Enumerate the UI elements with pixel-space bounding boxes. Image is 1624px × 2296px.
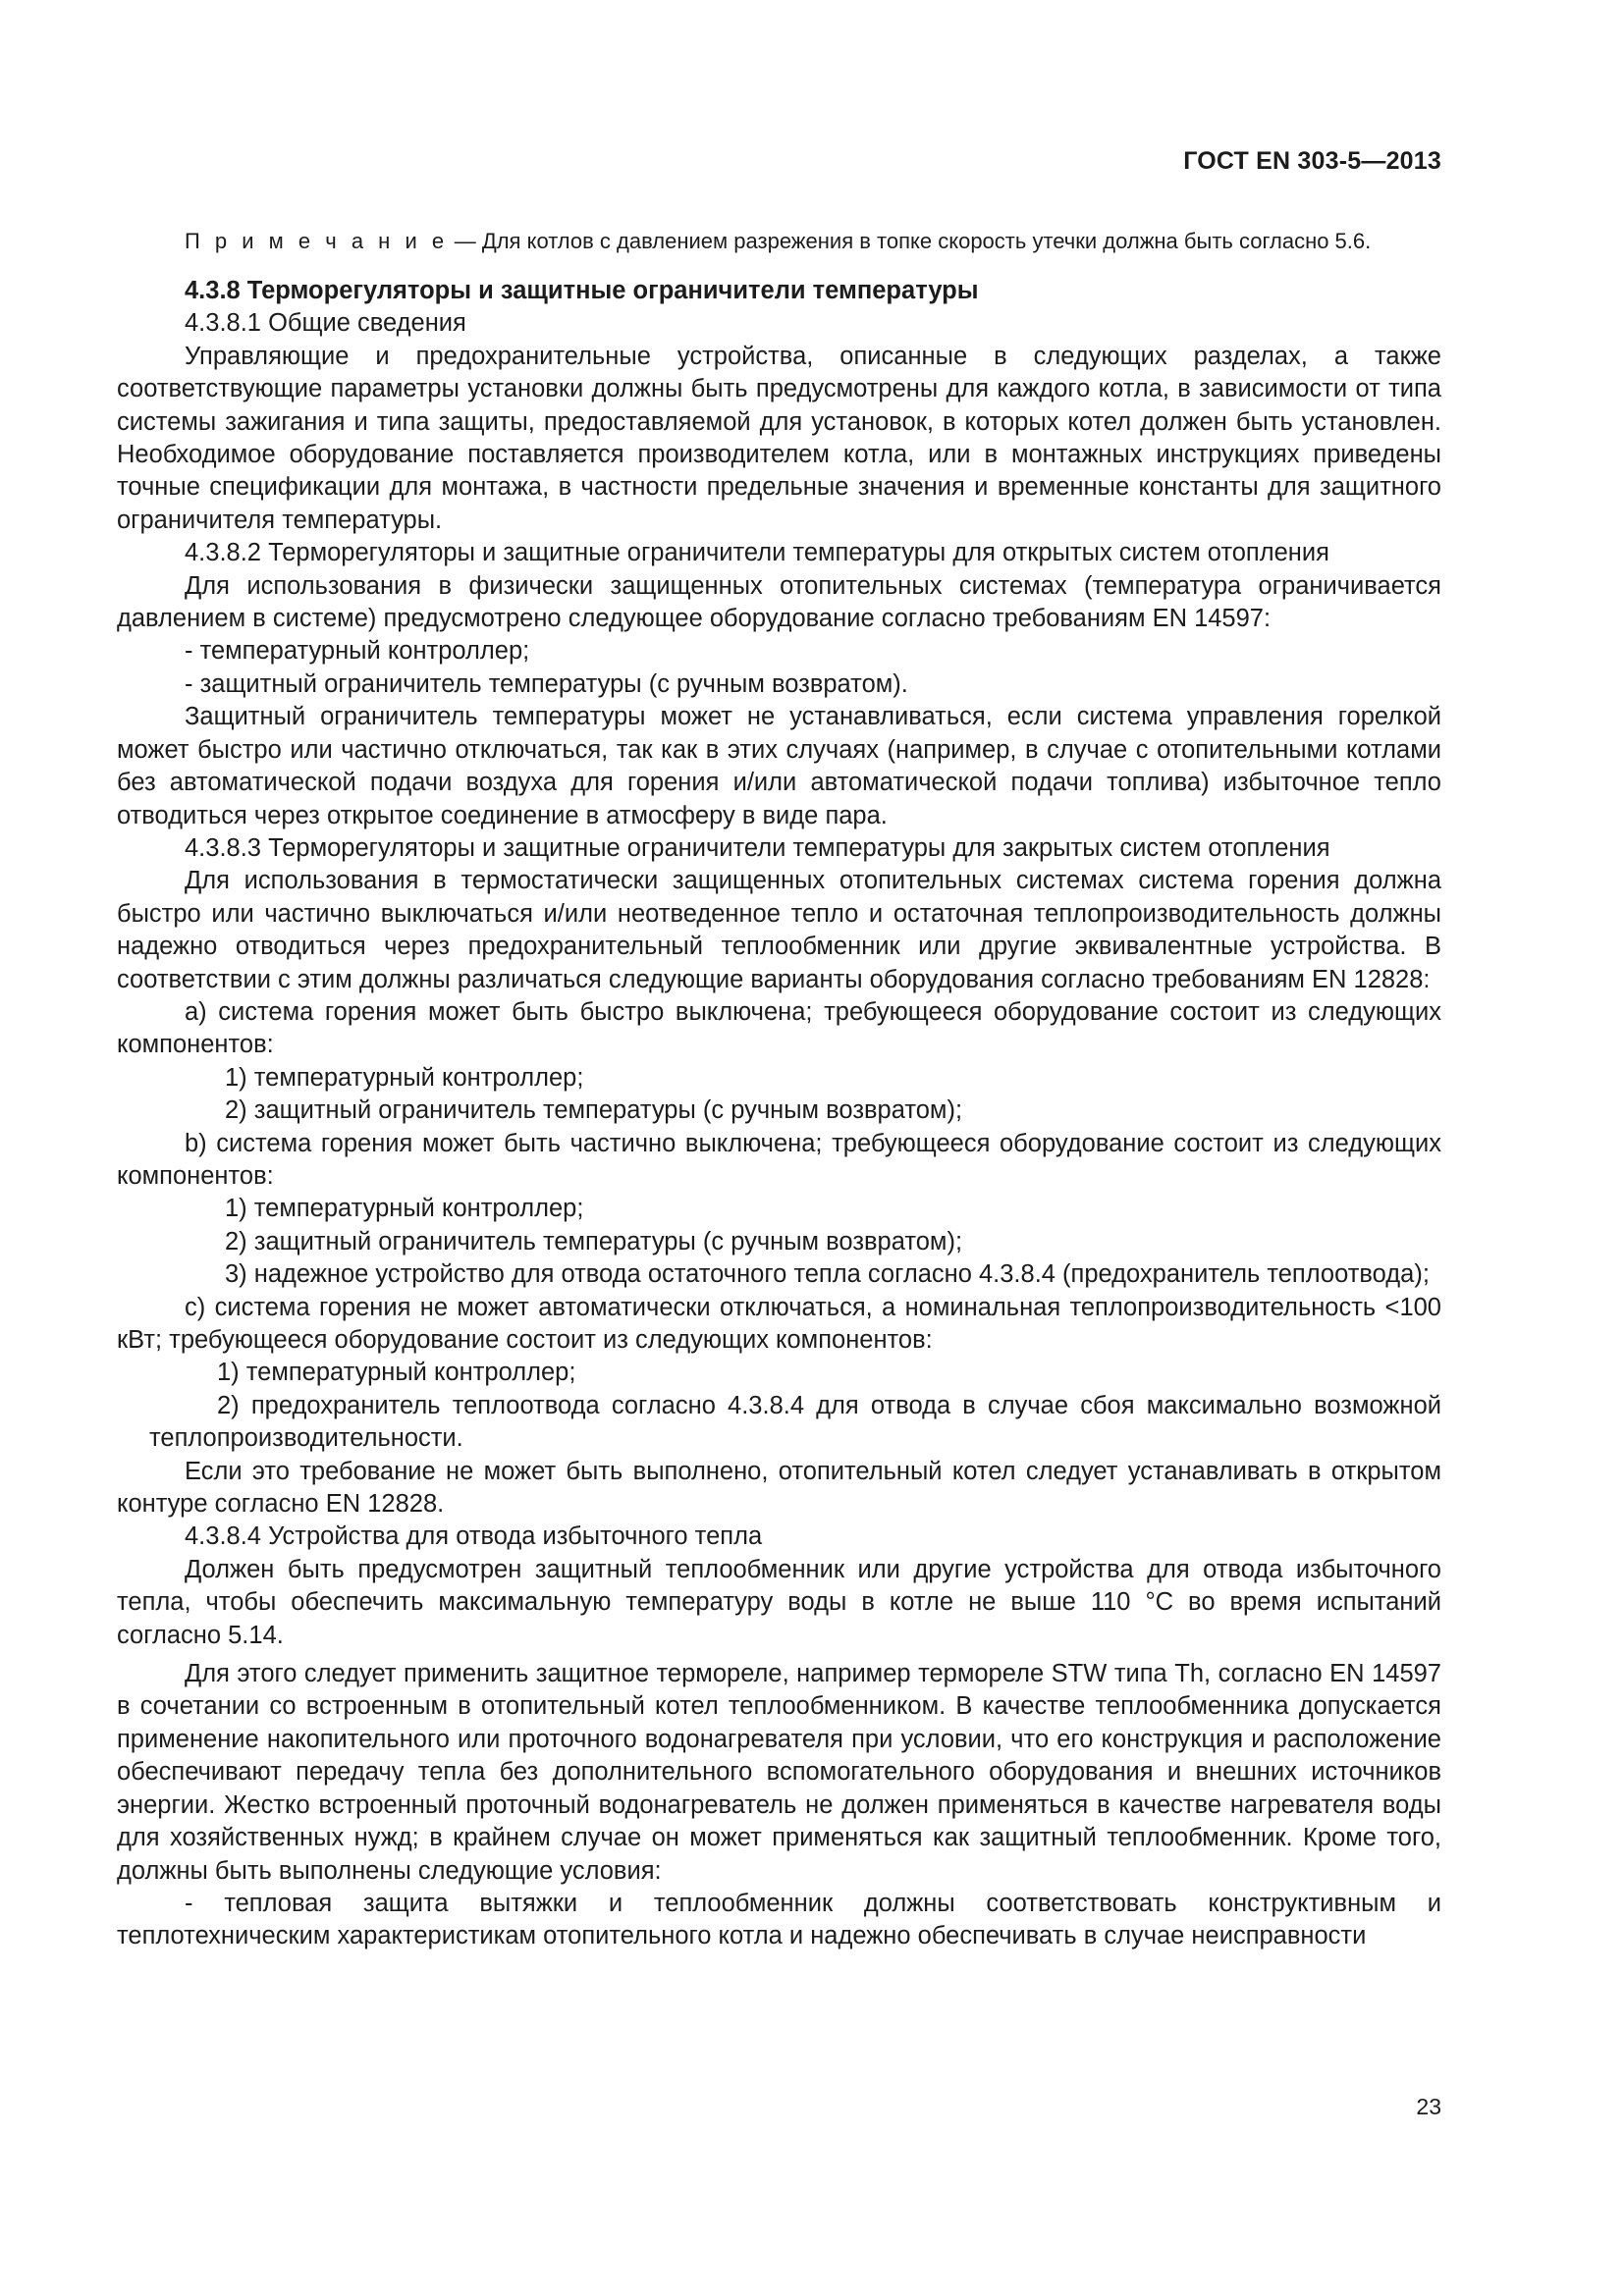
list-item: 2) защитный ограничитель температуры (с ручным возвратом); — [225, 1227, 963, 1255]
note-label: П р и м е ч а н и е — [185, 229, 449, 253]
section-heading: 4.3.8 Терморегуляторы и защитные ограничители температуры — [185, 277, 979, 304]
note-block — [185, 226, 1441, 257]
subsection-title-4-3-8-3: 4.3.8.3 Терморегуляторы и защитные ограничители температуры для закрытых систем отопления — [185, 833, 1330, 862]
paragraph-closed-systems: Для использования в термостатически защищенных отопительных системах система горения должна быстро или частично выключаться и/или неотведенное тепло и остаточная теплопроизводительность должны надежно отводиться через предохранительный теплообменник или другие эквивалентные устройства. В соответствии с этим должны различаться следующие варианты оборудования согласно требованиям EN 12828: — [117, 867, 1441, 993]
list-item: 1) температурный контроллер; — [225, 1195, 584, 1223]
option-c: с) система горения не может автоматически отключаться, а номинальная теплопроизводительность <100 кВт; требующееся оборудование состоит из следующих компонентов: — [117, 1293, 1441, 1354]
option-b: b) система горения может быть частично выключена; требующееся оборудование состоит из следующих компонентов: — [117, 1129, 1441, 1190]
paragraph-thermo-relay: Для этого следует применить защитное термореле, например термореле STW типа Th, согласно EN 14597 в сочетании со встроенным в отопительный котел теплообменником. В качестве теплообменника допускается применение накопительного или проточного водонагревателя при условии, что его конструкция и расположение обеспечивают передачу тепла без дополнительного вспомогательного оборудования и внешних источников энергии. Жестко встроенный проточный водонагреватель не должен применяться в качестве нагревателя воды для хозяйственных нужд; в крайнем случае он может применяться как защитный теплообменник. Кроме того, должны быть выполнены следующие условия: — [117, 1660, 1441, 1885]
paragraph-open-systems: Для использования в физически защищенных отопительных системах (температура ограничивается давлением в системе) предусмотрено следующее оборудование согласно требованиям EN 14597: — [117, 571, 1441, 633]
list-item: 3) надежное устройство для отвода остаточного тепла согласно 4.3.8.4 (предохранитель теплоотвода); — [225, 1260, 1430, 1289]
list-item: 2) предохранитель теплоотвода согласно 4.3.8.4 для отвода в случае сбоя максимально возможной теплопроизводительности. — [149, 1391, 1441, 1453]
paragraph-general: Управляющие и предохранительные устройства, описанные в следующих разделах, а также соответствующие параметры установки должны быть предусмотрены для каждого котла, в зависимости от типа системы зажигания и типа защиты, предоставляемой для установок, в которых котел должен быть установлен. Необходимое оборудование поставляется производителем котла, или в монтажных инструкциях приведены точные спецификации для монтажа, в частности предельные значения и временные константы для защитного ограничителя температуры. — [117, 342, 1441, 534]
paragraph-heat-removal: Должен быть предусмотрен защитный теплообменник или другие устройства для отвода избыточного тепла, чтобы обеспечить максимальную температуру воды в котле не выше 110 °С во время испытаний согласно 5.14. — [117, 1555, 1441, 1649]
document-code: ГОСТ EN 303-5—2013 — [1183, 147, 1441, 175]
note-text: — Для котлов с давлением разрежения в топке скорость утечки должна быть согласно 5.6. — [448, 229, 1372, 253]
list-item: - тепловая защита вытяжки и теплообменник должны соответствовать конструктивным и теплотехническим характеристикам отопительного котла и надежно обеспечивать в случае неисправности — [117, 1889, 1441, 1950]
subsection-title-4-3-8-4: 4.3.8.4 Устройства для отвода избыточного тепла — [185, 1522, 763, 1551]
list-item: 1) температурный контроллер; — [217, 1359, 576, 1387]
paragraph-open-circuit: Если это требование не может быть выполнено, отопительный котел следует устанавливать в открытом контуре согласно EN 12828. — [117, 1457, 1441, 1519]
list-item: - температурный контроллер; — [185, 637, 530, 666]
list-item: 1) температурный контроллер; — [225, 1063, 584, 1092]
option-a: а) система горения может быть быстро выключена; требующееся оборудование состоит из следующих компонентов: — [117, 997, 1441, 1059]
page-number: 23 — [1416, 2094, 1441, 2119]
list-item: - защитный ограничитель температуры (с ручным возвратом). — [185, 669, 908, 698]
subsection-title-4-3-8-2: 4.3.8.2 Терморегуляторы и защитные ограничители температуры для открытых систем отопления — [185, 539, 1329, 567]
paragraph-limiter-note: Защитный ограничитель температуры может не устанавливаться, если система управления горелкой может быстро или частично отключаться, так как в этих случаях (например, в случае с отопительными котлами без автоматической подачи воздуха для горения и/или автоматической подачи топлива) избыточное тепло отводиться через открытое соединение в атмосферу в виде пара. — [117, 703, 1441, 829]
document-body — [117, 271, 1441, 1953]
list-item: 2) защитный ограничитель температуры (с ручным возвратом); — [225, 1096, 963, 1125]
subsection-title-4-3-8-1: 4.3.8.1 Общие сведения — [185, 309, 466, 338]
